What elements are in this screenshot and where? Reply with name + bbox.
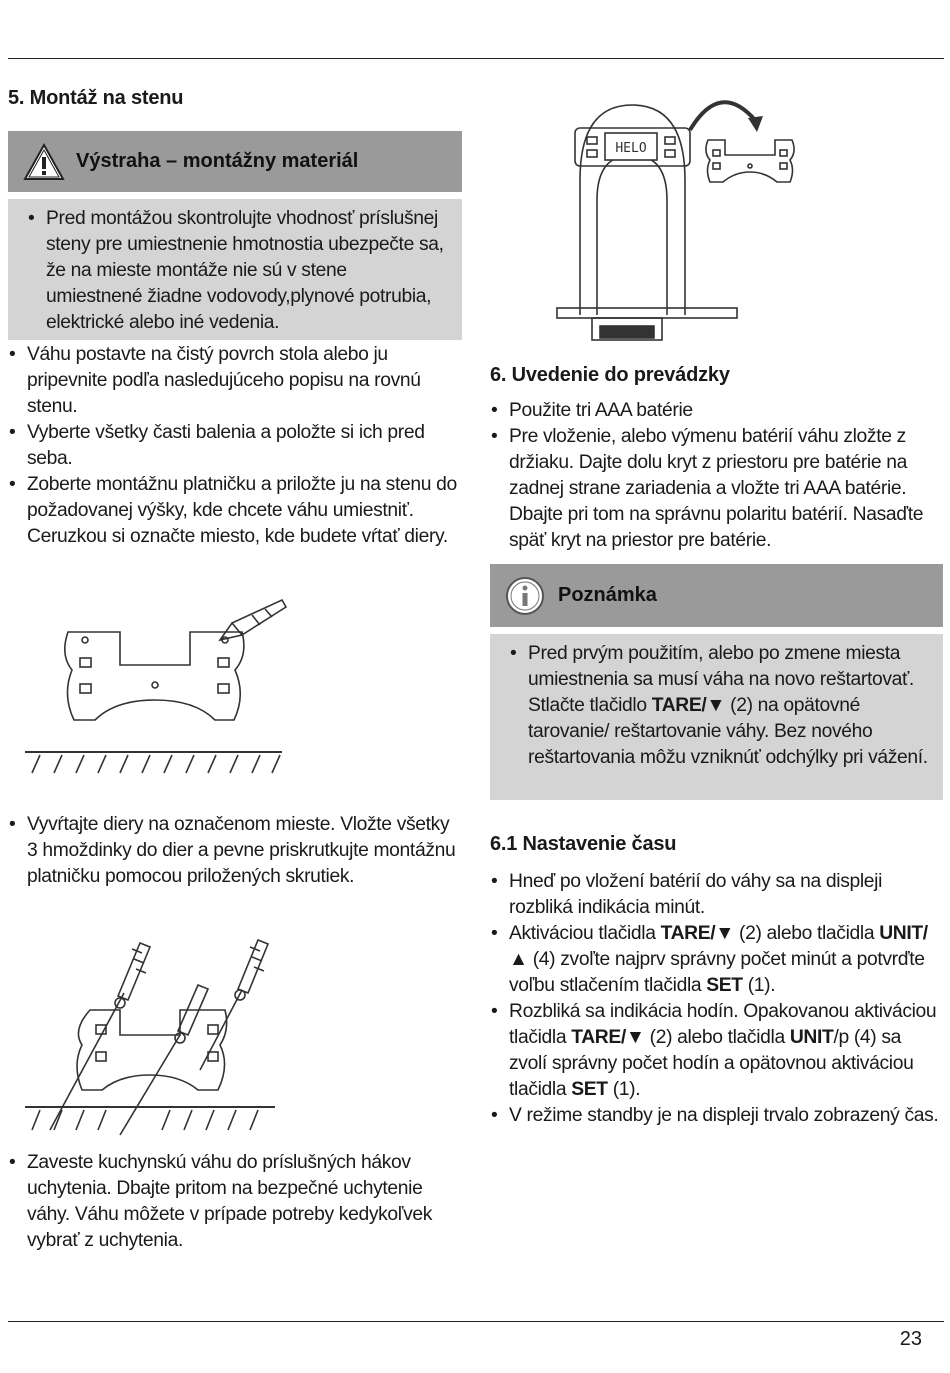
- warning-icon: [22, 142, 66, 182]
- section-5-title: 5. Montáž na stenu: [8, 87, 184, 109]
- top-rule: [8, 58, 944, 59]
- display-text: HELO: [615, 141, 647, 156]
- list-item: • Pre vloženie, alebo výmenu batérií váhu zložte z držiaku. Dajte dolu kryt z priestoru pre batérie na zadnej strane zariadenia a vložte tri AAA batérie. Dbajte pri tom na správnu polaritu batérií. Nasaďte späť kryt na priestor pre batérie.: [490, 424, 943, 554]
- warning-title: Výstraha – montážny materiál: [76, 150, 359, 172]
- warning-body: [8, 199, 462, 340]
- list-item: • Vyvŕtajte diery na označenom mieste. Vložte všetky 3 hmoždinky do dier a pevne priskrutkujte montážnu platničku pomocou priložených skrutiek.: [8, 812, 460, 890]
- section-6-1-title: 6.1 Nastavenie času: [490, 833, 677, 855]
- tare-key-label: TARE/▼: [651, 695, 726, 716]
- page-number: 23: [899, 1328, 922, 1350]
- list-item: • Váhu postavte na čistý povrch stola alebo ju pripevnite podľa nasledujúceho popisu na rovnú stenu.: [8, 342, 460, 420]
- mounting-steps-a: [8, 342, 460, 550]
- note-header: [490, 564, 943, 627]
- mounting-plate-marking-figure: [20, 595, 290, 780]
- bottom-rule: [8, 1321, 944, 1322]
- list-item: • Rozbliká sa indikácia hodín. Opakovanou aktiváciou tlačidla TARE/▼ (2) alebo tlačidla UNIT/p (4) sa zvolí správny počet hodín a opätovnou aktiváciou tlačidla SET (1).: [490, 999, 943, 1103]
- section-6-title: 6. Uvedenie do prevádzky: [490, 364, 730, 386]
- note-body: [490, 634, 943, 800]
- warning-item: • Pred montážou skontrolujte vhodnosť príslušnej steny pre umiestnenie hmotnostia ubezpečte sa, že na mieste montáže nie sú v stene umiestnené žiadne vodovody,plynové potrubia, elektrické alebo iné vedenia.: [27, 206, 447, 336]
- list-item: • Použite tri AAA batérie: [490, 398, 943, 424]
- mounting-steps-b: [8, 812, 460, 890]
- list-item: • Zaveste kuchynskú váhu do príslušných hákov uchytenia. Dbajte pritom na bezpečné uchytenie váhy. Váhu môžete v prípade potreby kedykoľvek vybrať z uchytenia.: [8, 1150, 460, 1254]
- info-icon: [505, 576, 545, 616]
- list-item: • Aktiváciou tlačidla TARE/▼ (2) alebo tlačidla UNIT/▲ (4) zvoľte najprv správny počet minút a potvrďte voľbu stlačením tlačidla SET (1).: [490, 921, 943, 999]
- screws-mounting-figure: [20, 935, 290, 1140]
- mounting-steps-c: [8, 1150, 460, 1254]
- section-6-list: [490, 398, 943, 554]
- note-item: • Pred prvým použitím, alebo po zmene miesta umiestnenia sa musí váha na novo reštartovať. Stlačte tlačidlo TARE/▼ (2) na opätovné tarovanie/ reštartovanie váhy. Bez nového reštartovania môžu vzniknúť odchýlky pri vážení.: [509, 641, 929, 771]
- section-6-1-list: [490, 869, 943, 1129]
- list-item: • Hneď po vložení batérií do váhy sa na displeji rozbliká indikácia minút.: [490, 869, 943, 921]
- scale-hanging-figure: [545, 90, 805, 345]
- list-item: • Vyberte všetky časti balenia a položte si ich pred seba.: [8, 420, 460, 472]
- list-item: • V režime standby je na displeji trvalo zobrazený čas.: [490, 1103, 943, 1129]
- note-title: Poznámka: [558, 584, 657, 606]
- list-item: • Zoberte montážnu platničku a priložte ju na stenu do požadovanej výšky, kde chcete váhu umiestniť. Ceruzkou si označte miesto, kde budete vŕtať diery.: [8, 472, 460, 550]
- warning-header: [8, 131, 462, 192]
